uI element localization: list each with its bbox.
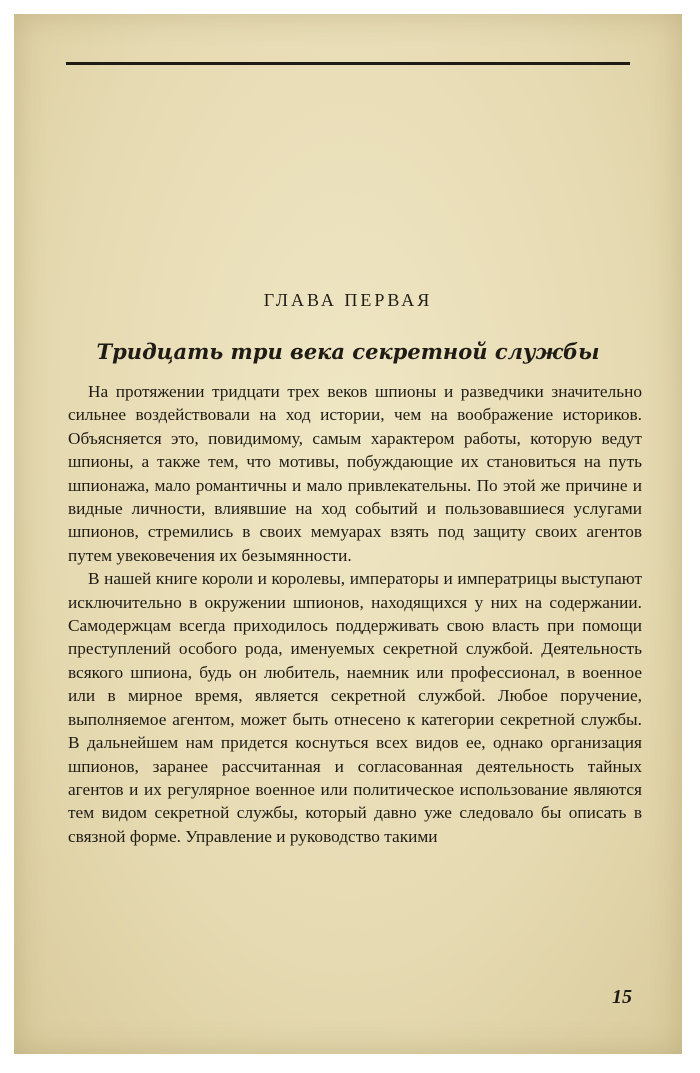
book-page [14,14,682,1054]
chapter-title: Тридцать три века секретной службы [96,339,600,364]
chapter-label: ГЛАВА ПЕРВАЯ [263,290,433,310]
page-number: 15 [612,986,632,1008]
body-text [68,380,642,848]
paragraph: В нашей книге короли и королевы, императоры и императрицы выступают исключительно в окружении шпионов, находящихся у них на содержании. Самодержцам всегда приходилось поддерживать свою власть при помощи преступлений особого рода, именуемых секретной службой. Деятельность всякого шпиона, будь он любитель, наемник или профессионал, в военное или в мирное время, является секретной службой. Любое поручение, выполняемое агентом, может быть отнесено к категории секретной службы. В дальнейшем нам придется коснуться всех видов ее, однако организация шпионов, заранее рассчитанная и согласованная деятельность тайных агентов и их регулярное военное или политическое использование являются тем видом секретной службы, который давно уже следовало бы описать в связной форме. Управление и руководство такими [68,569,642,846]
header-rule [66,62,630,65]
paragraph: На протяжении тридцати трех веков шпионы и разведчики значительно сильнее воздействовали на ход истории, чем на воображение историков. Объясняется это, повидимому, самым характером работы, которую ведут шпионы, а также тем, что мотивы, побуждающие их становиться на путь шпионажа, мало романтичны и мало привлекательны. По этой же причине и видные личности, влиявшие на ход событий и пользовавшиеся услугами шпионов, стремились в своих мемуарах взять под защиту своих агентов путем увековечения их безымянности. [68,382,642,565]
